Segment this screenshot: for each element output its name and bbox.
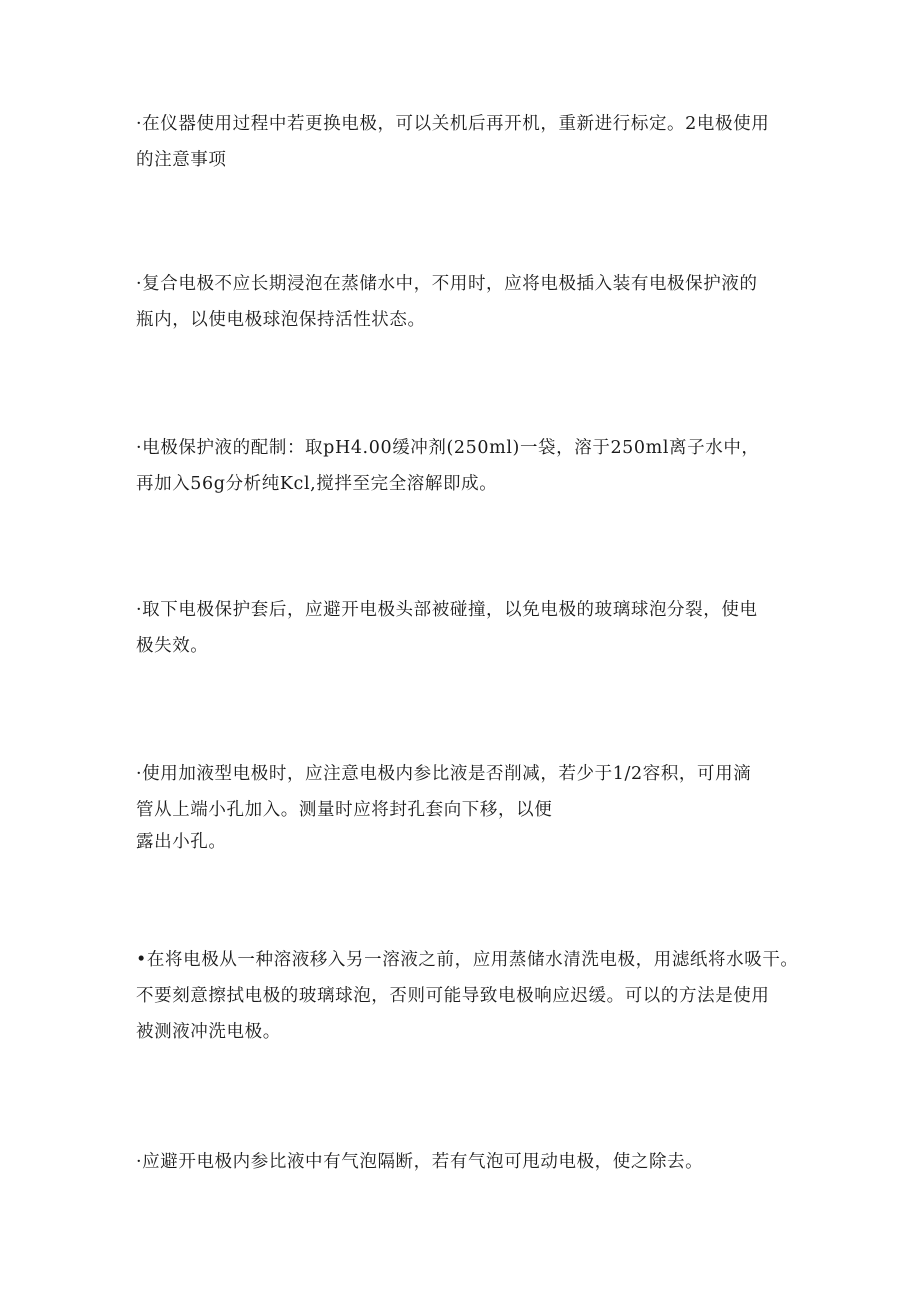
text-line: 瓶内，以使电极球泡保持活性状态。 [136, 310, 426, 330]
text-line: ·取下电极保护套后，应避开电极头部被碰撞，以免电极的玻璃球泡分裂，使电 [136, 600, 758, 620]
paragraph-electrode-replacement [136, 106, 796, 178]
paragraph-air-bubbles [136, 1144, 796, 1180]
text-line: 露出小孔。 [136, 832, 227, 852]
text-line: 极失效。 [136, 636, 209, 656]
text-line: ·在仪器使用过程中若更换电极，可以关机后再开机，重新进行标定。2电极使用 [136, 114, 770, 134]
paragraph-refillable-electrode [136, 756, 796, 856]
text-line: 不要刻意擦拭电极的玻璃球泡，否则可能导致电极响应迟缓。可以的方法是使用 [136, 986, 770, 1006]
paragraph-protective-cap [136, 592, 796, 664]
text-line: 被测液冲洗电极。 [136, 1022, 281, 1042]
paragraph-electrode-storage [136, 266, 796, 338]
text-line: •在将电极从一种溶液移入另一溶液之前，应用蒸储水清洗电极，用滤纸将水吸干。 [136, 950, 799, 970]
text-line: ·复合电极不应长期浸泡在蒸储水中，不用时，应将电极插入装有电极保护液的 [136, 274, 758, 294]
paragraph-protective-solution [136, 430, 796, 502]
paragraph-electrode-rinsing [136, 942, 799, 1050]
text-line: 管从上端小孔加入。测量时应将封孔套向下移，以便 [136, 800, 553, 820]
text-line: ·电极保护液的配制：取pH4.00缓冲剂(250ml)一袋，溶于250ml离子水中， [136, 438, 760, 458]
text-line: ·使用加液型电极时，应注意电极内参比液是否削减，若少于1/2容积，可用滴 [136, 764, 752, 784]
text-line: ·应避开电极内参比液中有气泡隔断，若有气泡可甩动电极，使之除去。 [136, 1152, 704, 1172]
text-line: 的注意事项 [136, 150, 227, 170]
text-line: 再加入56g分析纯Kcl,搅拌至完全溶解即成。 [136, 474, 498, 494]
